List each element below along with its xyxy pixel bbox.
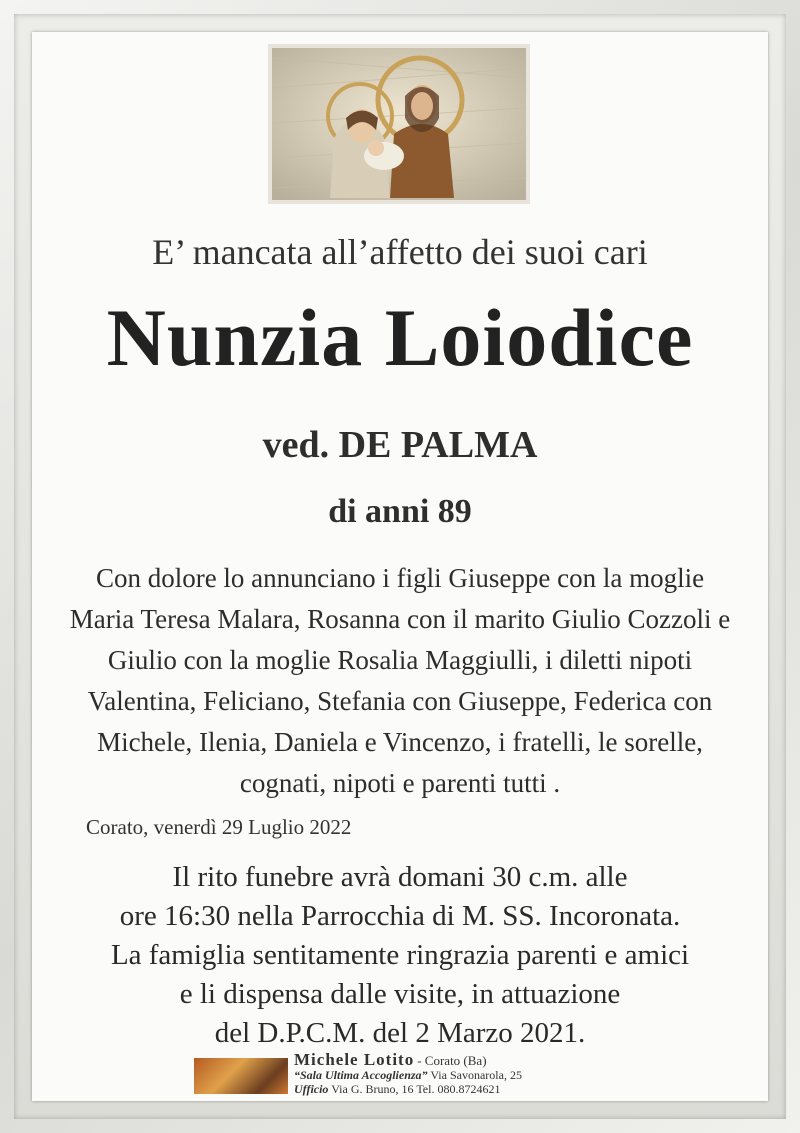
hall-name: “Sala Ultima Accoglienza”: [294, 1068, 428, 1082]
widow-of: ved. DE PALMA: [262, 424, 538, 466]
announcement-line: cognati, nipoti e parenti tutti .: [239, 768, 561, 798]
announcement: [40, 558, 760, 804]
rite-line: Il rito funebre avrà domani 30 c.m. alle: [172, 861, 628, 893]
hall-address: Via Savonarola, 25: [430, 1068, 522, 1082]
announcement-line: Con dolore lo annunciano i figli Giuseppe con la moglie: [95, 563, 705, 593]
phone-number: Tel. 080.8724621: [416, 1082, 501, 1096]
deceased-name: Nunzia Loiodice: [106, 292, 694, 383]
rite-info: [40, 858, 760, 1053]
announcement-line: Maria Teresa Malara, Rosanna con il marito Giulio Cozzoli e: [69, 604, 731, 634]
funeral-home-footer: [294, 1050, 624, 1096]
rite-line: del D.P.C.M. del 2 Marzo 2021.: [214, 1017, 586, 1049]
rite-line: ore 16:30 nella Parrocchia di M. SS. Incoronata.: [119, 900, 681, 932]
announcement-line: Giulio con la moglie Rosalia Maggiulli, i diletti nipoti: [107, 645, 693, 675]
age-text: di anni 89: [328, 493, 472, 530]
funeral-home-logo: [194, 1058, 288, 1094]
rite-line: La famiglia sentitamente ringrazia parenti e amici: [110, 939, 690, 971]
funeral-home-name: Michele Lotito: [294, 1050, 415, 1069]
intro-text: E’ mancata all’affetto dei suoi cari: [152, 232, 648, 272]
rite-line: e li dispensa dalle visite, in attuazione: [179, 978, 621, 1010]
office-label: Ufficio: [294, 1082, 329, 1096]
place-date: Corato, venerdì 29 Luglio 2022: [86, 815, 352, 839]
announcement-line: Valentina, Feliciano, Stefania con Giuseppe, Federica con: [87, 686, 713, 716]
holy-family-icon: [268, 44, 530, 204]
funeral-home-city: - Corato (Ba): [417, 1053, 487, 1068]
office-address: Via G. Bruno, 16: [331, 1082, 414, 1096]
announcement-line: Michele, Ilenia, Daniela e Vincenzo, i fratelli, le sorelle,: [97, 727, 703, 757]
